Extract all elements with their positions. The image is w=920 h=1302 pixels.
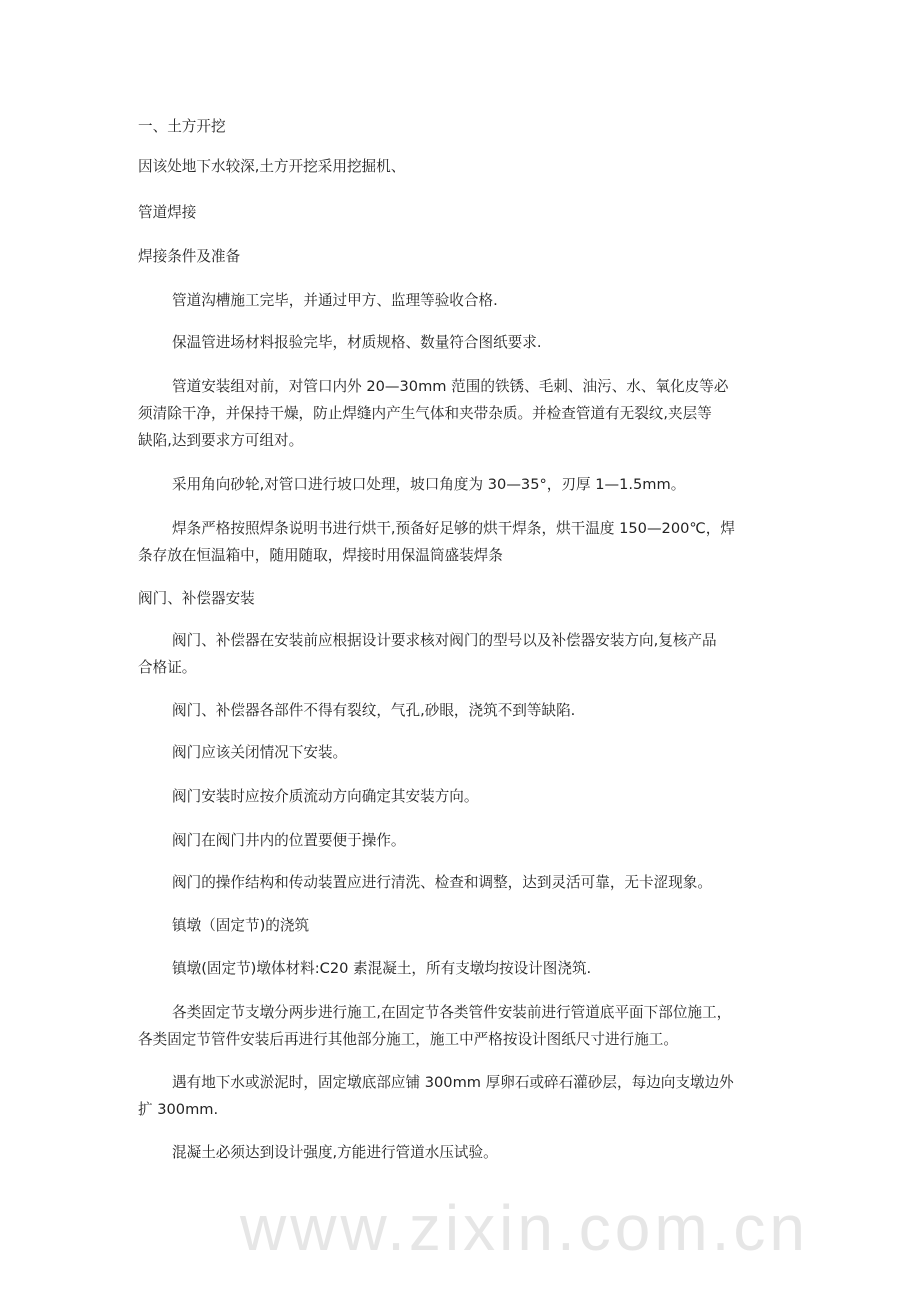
paragraph xyxy=(138,515,735,569)
text-line: 管道安装组对前，对管口内外 20—30mm 范围的铁锈、毛刺、油污、水、氧化皮等必 xyxy=(172,378,729,395)
text-line: 保温管进场材料报验完毕，材质规格、数量符合图纸要求. xyxy=(172,334,542,351)
text-line: 阀门应该关闭情况下安装。 xyxy=(172,744,348,761)
text-line: 焊接条件及准备 xyxy=(138,248,241,265)
text-line: 采用角向砂轮,对管口进行坡口处理，坡口角度为 30—35°，刃厚 1—1.5mm。 xyxy=(172,476,686,493)
paragraph xyxy=(138,329,542,356)
heading xyxy=(138,153,405,180)
text-line: 合格证。 xyxy=(138,659,197,676)
text-line: 条存放在恒温箱中，随用随取，焊接时用保温筒盛装焊条 xyxy=(138,547,503,564)
text-line: 扩 300mm. xyxy=(138,1101,219,1118)
paragraph xyxy=(138,287,498,314)
paragraph xyxy=(138,1139,498,1166)
text-line: 一、土方开挖 xyxy=(138,118,226,135)
paragraph xyxy=(138,627,717,681)
text-line: 阀门、补偿器安装 xyxy=(138,590,255,607)
text-line: 阀门、补偿器各部件不得有裂纹，气孔,砂眼，浇筑不到等缺陷. xyxy=(172,702,576,719)
paragraph xyxy=(138,827,406,854)
text-line: 阀门安装时应按介质流动方向确定其安装方向。 xyxy=(172,788,479,805)
paragraph xyxy=(138,373,728,454)
text-line: 镇墩（固定节)的浇筑 xyxy=(172,917,310,934)
heading xyxy=(138,199,196,226)
text-line: 管道沟槽施工完毕，并通过甲方、监理等验收合格. xyxy=(172,292,498,309)
paragraph xyxy=(138,955,591,982)
paragraph xyxy=(138,697,575,724)
text-line: 各类固定节管件安装后再进行其他部分施工，施工中严格按设计图纸尺寸进行施工。 xyxy=(138,1031,678,1048)
text-line: 遇有地下水或淤泥时，固定墩底部应铺 300mm 厚卵石或碎石灌砂层，每边向支墩边外 xyxy=(172,1074,734,1091)
heading xyxy=(138,243,240,270)
watermark: www.zixin.com.cn xyxy=(240,1192,809,1264)
heading xyxy=(138,585,255,612)
text-line: 须清除干净，并保持干燥，防止焊缝内产生气体和夹带杂质。并检查管道有无裂纹,夹层等 xyxy=(138,405,712,422)
paragraph xyxy=(138,783,478,810)
text-line: 管道焊接 xyxy=(138,204,197,221)
text-line: 因该处地下水较深,土方开挖采用挖掘机、 xyxy=(138,158,406,175)
paragraph xyxy=(138,471,685,498)
text-line: 镇墩(固定节)墩体材料:C20 素混凝土，所有支墩均按设计图浇筑. xyxy=(172,960,592,977)
text-line: 阀门在阀门井内的位置要便于操作。 xyxy=(172,832,406,849)
text-line: 阀门、补偿器在安装前应根据设计要求核对阀门的型号以及补偿器安装方向,复核产品 xyxy=(172,632,717,649)
text-line: 焊条严格按照焊条说明书进行烘干,预备好足够的烘干焊条，烘干温度 150—200℃，焊 xyxy=(172,520,735,537)
text-line: 混凝土必须达到设计强度,方能进行管道水压试验。 xyxy=(172,1144,498,1161)
paragraph xyxy=(138,1069,734,1123)
paragraph xyxy=(138,739,347,766)
paragraph xyxy=(138,999,731,1053)
text-line: 缺陷,达到要求方可组对。 xyxy=(138,432,304,449)
heading xyxy=(138,113,226,140)
paragraph xyxy=(138,912,309,939)
text-line: 阀门的操作结构和传动装置应进行清洗、检查和调整，达到灵活可靠，无卡涩现象。 xyxy=(172,874,712,891)
text-line: 各类固定节支墩分两步进行施工,在固定节各类管件安装前进行管道底平面下部位施工， xyxy=(172,1004,732,1021)
paragraph xyxy=(138,869,712,896)
